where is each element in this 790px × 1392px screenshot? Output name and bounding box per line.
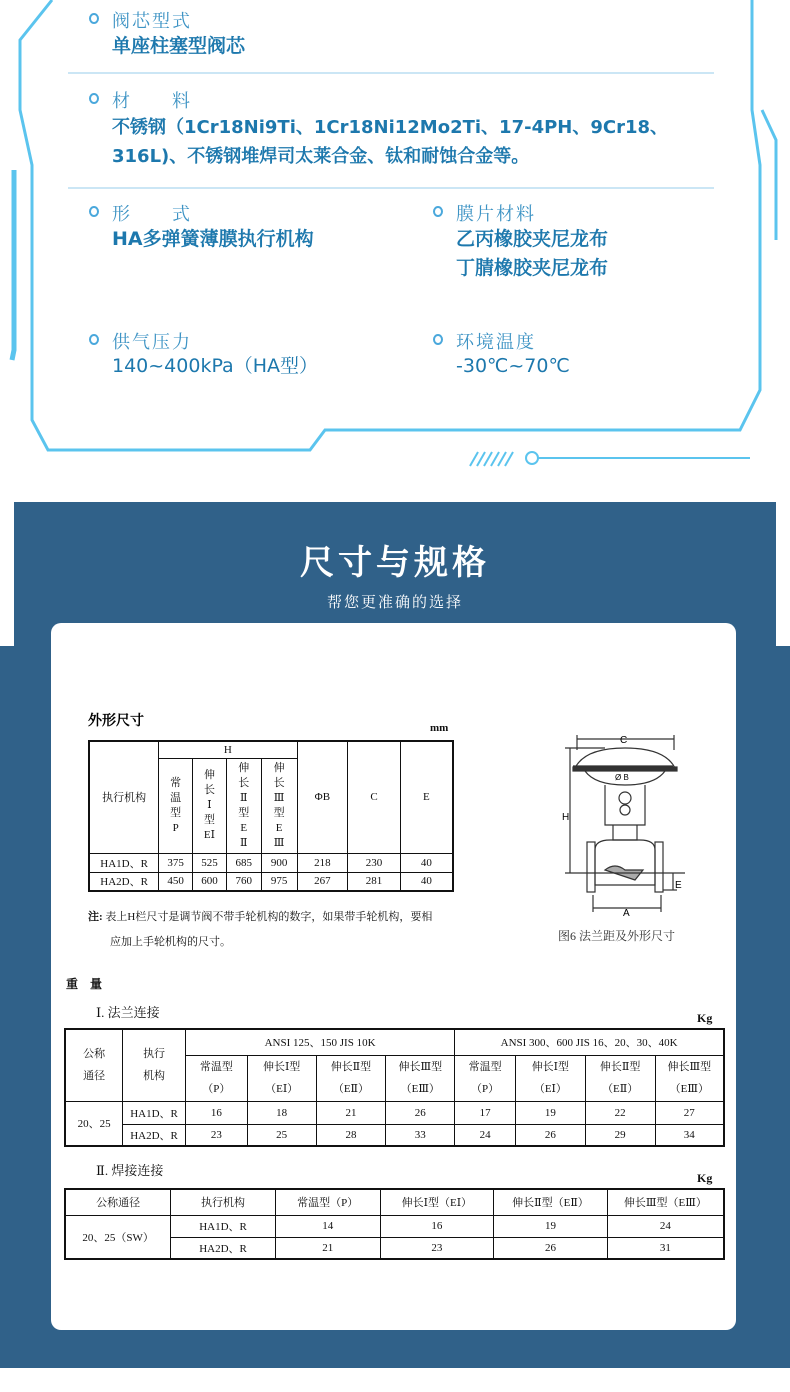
cell: 900 bbox=[261, 853, 297, 872]
header-actuator: 执行机构 bbox=[171, 1189, 276, 1215]
flange-unit: Kg bbox=[697, 1011, 713, 1025]
cell: HA2D、R bbox=[171, 1237, 276, 1259]
spec-label: 膜片材料 bbox=[456, 204, 536, 225]
next-section bbox=[14, 1368, 776, 1392]
cell: 281 bbox=[348, 872, 401, 891]
cell: 26 bbox=[386, 1101, 455, 1124]
cell: HA1D、R bbox=[89, 853, 159, 872]
bullet-icon bbox=[433, 334, 443, 345]
weld-title: Ⅱ. 焊接连接 bbox=[96, 1163, 164, 1178]
label-h: H bbox=[562, 812, 570, 823]
cell: 375 bbox=[159, 853, 193, 872]
cell: 975 bbox=[261, 872, 297, 891]
cell: HA2D、R bbox=[123, 1124, 186, 1146]
header-e1: 伸长Ⅰ型EⅠ bbox=[193, 758, 227, 853]
header-dn: 公称通径 bbox=[65, 1189, 171, 1215]
spec-label: 环境温度 bbox=[456, 332, 536, 353]
cell: 17 bbox=[455, 1101, 516, 1124]
spec-label: 材 料 bbox=[112, 91, 192, 112]
header-group-2: ANSI 300、600 JIS 16、20、30、40K bbox=[455, 1029, 724, 1055]
label-e: E bbox=[675, 880, 682, 891]
header-e2: 伸长Ⅱ型（EⅡ） bbox=[316, 1055, 386, 1101]
cell: HA2D、R bbox=[89, 872, 159, 891]
cell: 34 bbox=[655, 1124, 724, 1146]
header-e2: 伸长Ⅱ型EⅡ bbox=[226, 758, 261, 853]
header-e2: 伸长Ⅱ型（EⅡ） bbox=[585, 1055, 655, 1101]
dimensions-table bbox=[88, 740, 454, 892]
bullet-icon bbox=[89, 93, 99, 104]
spec-value: 丁腈橡胶夹尼龙布 bbox=[456, 257, 609, 279]
cell: 230 bbox=[348, 853, 401, 872]
header-e3: 伸长Ⅲ型（EⅢ） bbox=[655, 1055, 724, 1101]
header-e1: 伸长Ⅰ型（EⅠ） bbox=[247, 1055, 316, 1101]
dims-note bbox=[88, 908, 468, 924]
header-h: H bbox=[159, 741, 297, 758]
cell: 24 bbox=[455, 1124, 516, 1146]
cell-dn: 20、25 bbox=[65, 1101, 123, 1146]
label-b: Ø B bbox=[615, 773, 629, 782]
table-row bbox=[65, 1124, 724, 1146]
cell: 26 bbox=[515, 1124, 585, 1146]
cell: 25 bbox=[247, 1124, 316, 1146]
weld-unit: Kg bbox=[697, 1171, 713, 1185]
cell: 600 bbox=[193, 872, 227, 891]
cell: 31 bbox=[607, 1237, 724, 1259]
bullet-icon bbox=[433, 206, 443, 217]
note-label: 注: bbox=[88, 911, 103, 923]
dims-title: 外形尺寸 bbox=[88, 713, 144, 729]
divider bbox=[68, 72, 714, 74]
cell: 16 bbox=[380, 1215, 494, 1237]
cell-dn: 20、25（SW） bbox=[65, 1215, 171, 1259]
cell: 28 bbox=[316, 1124, 386, 1146]
header-p: 常温型（P） bbox=[275, 1189, 380, 1215]
bullet-icon bbox=[89, 334, 99, 345]
header-p: 常温型（P） bbox=[185, 1055, 247, 1101]
label-a: A bbox=[623, 908, 630, 919]
header-actuator: 执行机构 bbox=[89, 741, 159, 853]
cell: 16 bbox=[185, 1101, 247, 1124]
table-row bbox=[65, 1101, 724, 1124]
spec-label: 形 式 bbox=[112, 204, 192, 225]
cell: 21 bbox=[275, 1237, 380, 1259]
cell: 21 bbox=[316, 1101, 386, 1124]
cell: HA1D、R bbox=[171, 1215, 276, 1237]
header-p: 常温型（P） bbox=[455, 1055, 516, 1101]
flange-title: Ⅰ. 法兰连接 bbox=[96, 1005, 160, 1020]
header-e1: 伸长Ⅰ型（EⅠ） bbox=[380, 1189, 494, 1215]
cell: 14 bbox=[275, 1215, 380, 1237]
section-subtitle: 帮您更准确的选择 bbox=[326, 593, 463, 611]
cell: 23 bbox=[380, 1237, 494, 1259]
section-title: 尺寸与规格 bbox=[300, 543, 490, 583]
header-b: ΦB bbox=[297, 741, 348, 853]
label-c: C bbox=[620, 735, 628, 746]
note-text: 表上H栏尺寸是调节阀不带手轮机构的数字，如果带手轮机构，要相 bbox=[105, 911, 433, 923]
cell: 450 bbox=[159, 872, 193, 891]
weight-title: 重 量 bbox=[66, 977, 103, 991]
cell: 19 bbox=[515, 1101, 585, 1124]
cell: 23 bbox=[185, 1124, 247, 1146]
cell: 22 bbox=[585, 1101, 655, 1124]
header-e3: 伸长Ⅲ型EⅢ bbox=[261, 758, 297, 853]
header-group-1: ANSI 125、150 JIS 10K bbox=[185, 1029, 454, 1055]
header-dn: 公称通径 bbox=[65, 1029, 123, 1101]
flange-weight-table bbox=[64, 1028, 725, 1147]
cell: 685 bbox=[226, 853, 261, 872]
valve-dimension-drawing bbox=[562, 730, 690, 920]
header-p: 常温型P bbox=[159, 758, 193, 853]
cell: 267 bbox=[297, 872, 348, 891]
cell: 24 bbox=[607, 1215, 724, 1237]
bullet-icon bbox=[89, 13, 99, 24]
table-row bbox=[65, 1215, 724, 1237]
figure-caption: 图6 法兰距及外形尺寸 bbox=[558, 929, 676, 943]
cell: HA1D、R bbox=[123, 1101, 186, 1124]
cell: 218 bbox=[297, 853, 348, 872]
bullet-icon bbox=[89, 206, 99, 217]
header-c: C bbox=[348, 741, 401, 853]
divider bbox=[68, 187, 714, 189]
spec-value: 单座柱塞型阀芯 bbox=[112, 35, 246, 57]
weld-weight-table bbox=[64, 1188, 725, 1260]
spec-value: 乙丙橡胶夹尼龙布 bbox=[456, 228, 609, 250]
dims-note-2: 应加上手轮机构的尺寸。 bbox=[110, 936, 231, 948]
spec-label: 阀芯型式 bbox=[112, 11, 192, 32]
cell: 525 bbox=[193, 853, 227, 872]
dims-unit: mm bbox=[430, 722, 449, 734]
spec-value: 316L)、不锈钢堆焊司太莱合金、钛和耐蚀合金等。 bbox=[112, 146, 530, 167]
header-e2: 伸长Ⅱ型（EⅡ） bbox=[494, 1189, 608, 1215]
cell: 19 bbox=[494, 1215, 608, 1237]
cell: 40 bbox=[400, 872, 453, 891]
cell: 29 bbox=[585, 1124, 655, 1146]
cell: 760 bbox=[226, 872, 261, 891]
header-e3: 伸长Ⅲ型（EⅢ） bbox=[607, 1189, 724, 1215]
spec-value: 不锈钢（1Cr18Ni9Ti、1Cr18Ni12Mo2Ti、17-4PH、9Cr18、 bbox=[112, 117, 669, 138]
header-e1: 伸长Ⅰ型（EⅠ） bbox=[515, 1055, 585, 1101]
cell: 27 bbox=[655, 1101, 724, 1124]
header-actuator: 执行机构 bbox=[123, 1029, 186, 1101]
table-row bbox=[89, 853, 453, 872]
spec-label: 供气压力 bbox=[112, 332, 192, 353]
header-e: E bbox=[400, 741, 453, 853]
cell: 40 bbox=[400, 853, 453, 872]
spec-value: HA多弹簧薄膜执行机构 bbox=[112, 228, 314, 250]
spec-value: 140~400kPa（HA型） bbox=[112, 355, 318, 377]
cell: 18 bbox=[247, 1101, 316, 1124]
cell: 26 bbox=[494, 1237, 608, 1259]
table-row bbox=[89, 872, 453, 891]
cell: 33 bbox=[386, 1124, 455, 1146]
header-e3: 伸长Ⅲ型（EⅢ） bbox=[386, 1055, 455, 1101]
spec-value: -30℃~70℃ bbox=[456, 355, 570, 377]
